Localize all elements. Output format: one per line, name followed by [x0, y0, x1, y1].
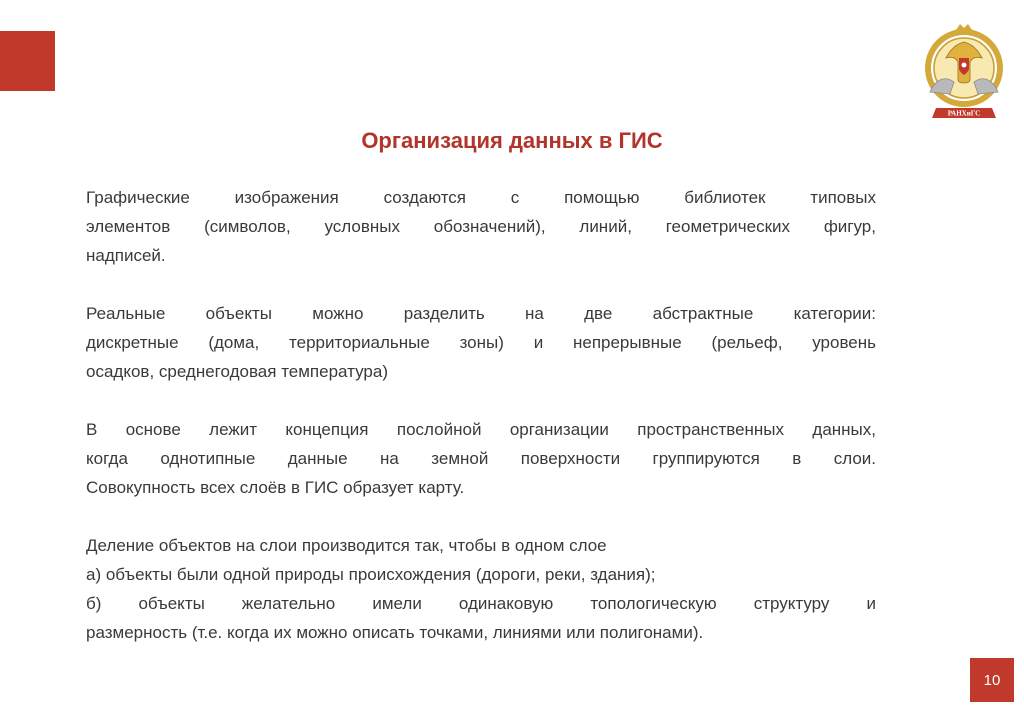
- text-line: а) объекты были одной природы происхождения (дороги, реки, здания);: [86, 565, 656, 584]
- paragraph-layer-division: [86, 531, 876, 647]
- text-line: Совокупность всех слоёв в ГИС образует карту.: [86, 478, 465, 497]
- text-line: надписей.: [86, 246, 166, 265]
- logo-lettering: РАНХиГС: [947, 109, 981, 118]
- paragraph-graphics: [86, 183, 876, 270]
- text-line: размерность (т.е. когда их можно описать точками, линиями или полигонами).: [86, 623, 704, 642]
- slide-title: Организация данных в ГИС: [361, 128, 663, 153]
- text-line: дискретные (дома, территориальные зоны) и непрерывные (рельеф, уровень: [86, 333, 876, 352]
- slide-body: [86, 183, 876, 647]
- paragraph-categories: [86, 299, 876, 386]
- text-line: Реальные объекты можно разделить на две абстрактные категории:: [86, 304, 876, 323]
- text-line: Деление объектов на слои производится так, чтобы в одном слое: [86, 536, 607, 555]
- text-line: когда однотипные данные на земной поверхности группируются в слои.: [86, 449, 876, 468]
- ranepa-emblem-logo: [920, 22, 1008, 130]
- text-line: Графические изображения создаются с помощью библиотек типовых: [86, 188, 876, 207]
- paragraph-layers-concept: [86, 415, 876, 502]
- text-line: элементов (символов, условных обозначений), линий, геометрических фигур,: [86, 217, 876, 236]
- text-line: В основе лежит концепция послойной организации пространственных данных,: [86, 420, 876, 439]
- corner-accent-square: [0, 31, 55, 91]
- page-number-badge: 10: [970, 658, 1014, 702]
- text-line: б) объекты желательно имели одинаковую топологическую структуру и: [86, 594, 876, 613]
- text-line: осадков, среднегодовая температура): [86, 362, 388, 381]
